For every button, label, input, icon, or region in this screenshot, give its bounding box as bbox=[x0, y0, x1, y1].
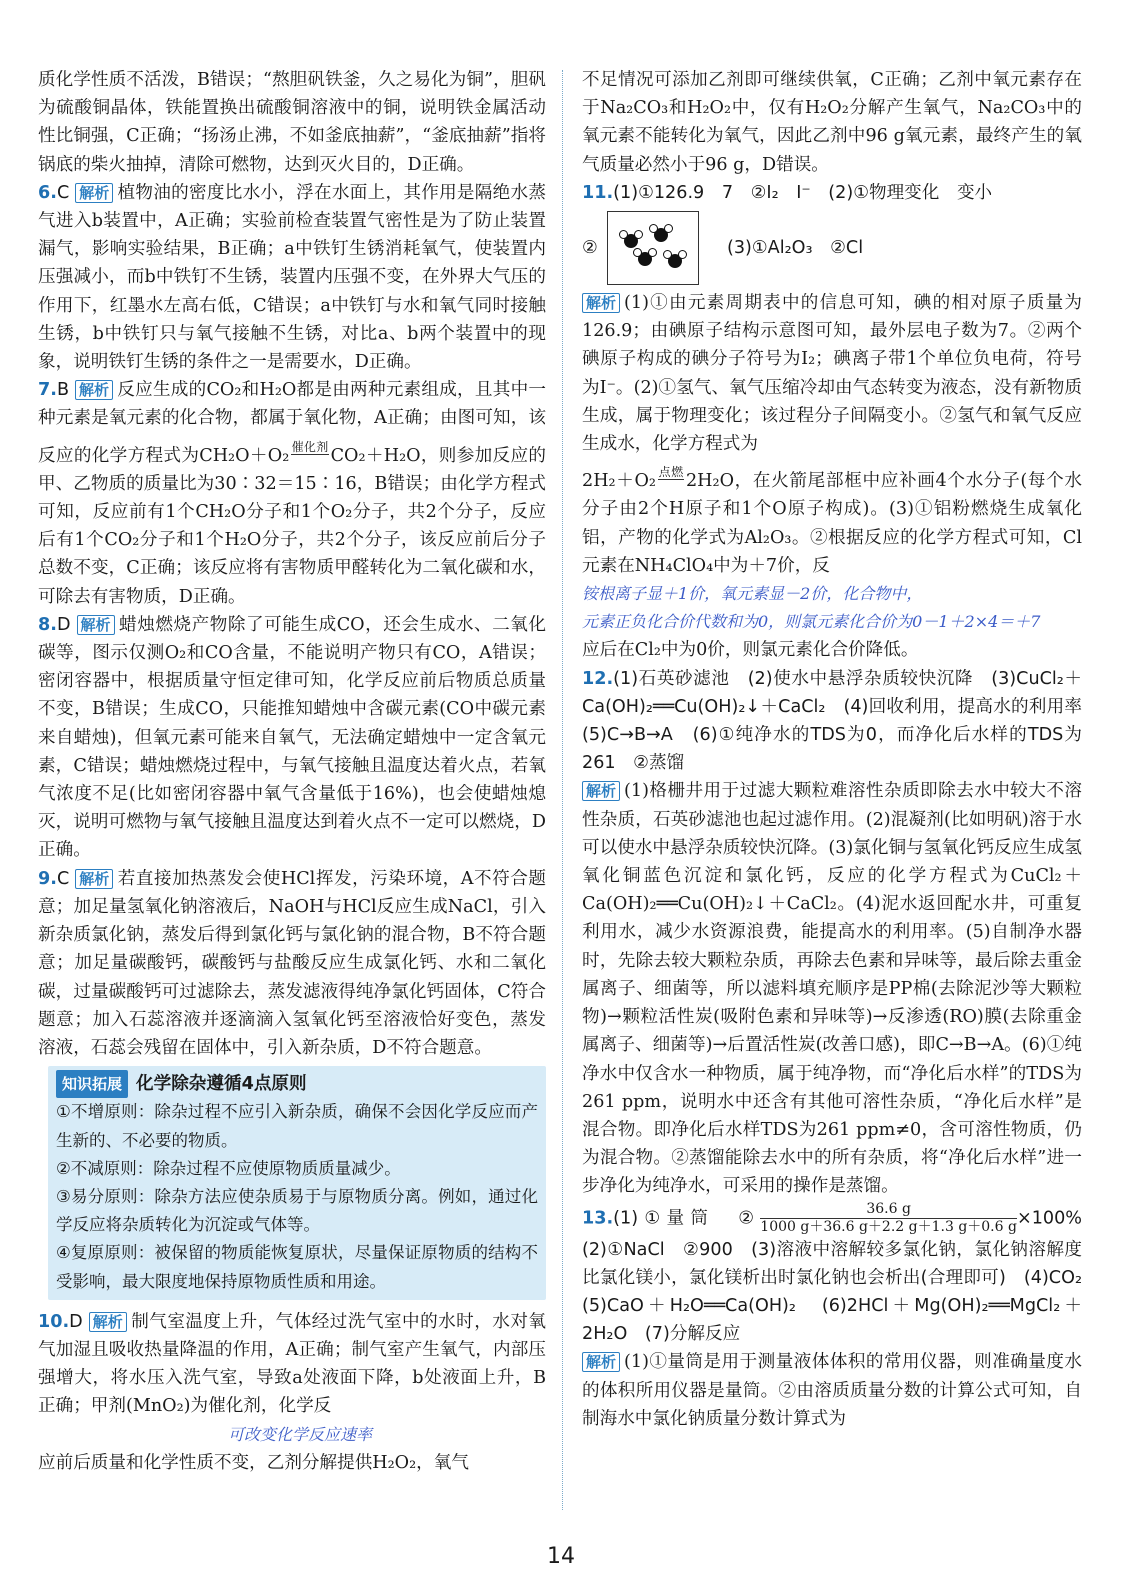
q11-equation-line bbox=[582, 458, 1082, 580]
q6-answer: C bbox=[56, 182, 70, 203]
box-line-1: ①不增原则：除杂过程不应引入新杂质，确保不会因化学反应而产生新的、不必要的物质。 bbox=[56, 1102, 538, 1150]
q11-equation: 2H₂＋O₂ bbox=[582, 471, 656, 492]
q7-analysis-tag: 解析 bbox=[75, 380, 113, 400]
q12-analysis bbox=[582, 777, 1082, 1200]
question-9 bbox=[38, 865, 546, 1062]
q13-text: (1)①量筒是用于测量液体体积的常用仪器，则准确量度水的体积所用仪器是量筒。②由溶质质量分数的计算公式可知，自制海水中氯化钠质量分数计算式为 bbox=[582, 1352, 1082, 1429]
q11-number: 11. bbox=[582, 182, 614, 203]
q11-text-3: 应后在Cl₂中为0价，则氯元素化合价降低。 bbox=[582, 640, 919, 661]
q10-text: 制气室温度上升，气体经过洗气室中的水时，水对氧气加湿且吸收热量降温的作用，A正确；制气室产生氧气，内部压强增大，将水压入洗气室，导致a处液面下降，b处液面上升，B正确；甲剂(MnO₂)为催化剂，化学反 bbox=[38, 1311, 546, 1417]
q13-analysis bbox=[582, 1348, 1082, 1433]
q9-text: 若直接加热蒸发会使HCl挥发，污染环境，A不符合题意；加足量氢氧化钠溶液后，NaOH与HCl反应生成NaCl，引入新杂质氯化钠，蒸发后得到氯化钙与氯化钠的混合物，B不符合题意；加足量碳酸钙，碳酸钙与盐酸反应生成氯化钙、水和二氧化碳，过量碳酸钙可过滤除去，蒸发滤液得纯净氯化钙固体，C符合题意；加入石蕊溶液并逐滴滴入氢氧化钙至溶液恰好变色，蒸发溶液，石蕊会残留在固体中，引入新杂质，D不符合题意。 bbox=[38, 868, 546, 1058]
water-molecule-icon bbox=[654, 228, 668, 242]
water-molecule-icon bbox=[668, 254, 682, 268]
q8-text: 蜡烛燃烧产物除了可能生成CO，还会生成水、二氧化碳等，图示仅测O₂和CO含量，不能说明产物只有CO，A错误；密闭容器中，根据质量守恒定律可知，化学反应前后物质总质量不变，B错误；生成CO，只能推知蜡烛中含碳元素(CO中碳元素来自蜡烛)，但氧元素可能来自氧气，无法确定蜡烛中一定含氧元素，C错误；蜡烛燃烧过程中，与氧气接触且温度达着火点，若氧气浓度不足(比如密闭容器中氧气含量低于16%)，也会使蜡烛熄灭，说明可燃物与氧气接触且温度达到着火点不一定可以燃烧，D正确。 bbox=[38, 614, 546, 861]
q13-fraction-denominator: 1000 g＋36.6 g＋2.2 g＋1.3 g＋0.6 g bbox=[760, 1218, 1017, 1235]
water-molecule-icon bbox=[624, 234, 638, 248]
q10-text-2: 应前后质量和化学性质不变，乙剂分解提供H₂O₂，氧气 bbox=[38, 1452, 469, 1473]
q6-analysis-tag: 解析 bbox=[75, 183, 113, 203]
q8-number: 8. bbox=[38, 614, 57, 635]
question-6 bbox=[38, 179, 546, 376]
q7-text-2: CO₂＋H₂O，则参加反应的甲、乙物质的质量比为30∶32＝15∶16，B错误；由化学方程式可知，反应前有1个CH₂O分子和1个O₂分子，共2个分子，反应后有1个CO₂分子和1个H₂O分子，共2个分子，该反应前后分子总数不变，C正确；该反应将有害物质甲醛转化为二氧化碳和水，可除去有害物质，D正确。 bbox=[38, 445, 546, 607]
q13-number: 13. bbox=[582, 1208, 614, 1229]
box-line-4: ④复原原则：被保留的物质能恢复原状，尽量保证原物质的结构不受影响，最大限度地保持原物质性质和用途。 bbox=[56, 1243, 538, 1291]
q7-text-1: 反应生成的CO₂和H₂O都是由两种元素组成，且其中一种元素是氧元素的化合物，都属于氧化物，A正确；由图可知，该反应的化学方程式为CH₂O＋O₂ bbox=[38, 380, 546, 466]
q11-answer-row-2 bbox=[582, 207, 1082, 289]
q11-answer-2-post: (3)①Al₂O₃ ②Cl bbox=[726, 238, 864, 259]
knowledge-extension-box bbox=[48, 1066, 546, 1300]
box-line-3: ③易分原则：除杂方法应使杂质易于与原物质分离。例如，通过化学反应将杂质转化为沉淀或气体等。 bbox=[56, 1186, 538, 1235]
continued-paragraph: 不足情况可添加乙剂即可继续供氧，C正确；乙剂中氧元素存在于Na₂CO₃和H₂O₂中，仅有H₂O₂分解产生氧气，Na₂CO₃中的氧元素不能转化为氧气，因此乙剂中96 g氧元素，最终产生的氧气质量必然小于96 g，D错误。 bbox=[582, 70, 1082, 175]
q12-number: 12. bbox=[582, 668, 614, 689]
q7-answer: B bbox=[56, 380, 70, 401]
left-column bbox=[38, 66, 546, 1477]
q12-answer: (1)石英砂滤池 (2)使水中悬浮杂质较快沉降 (3)CuCl₂＋Ca(OH)₂══Cu(OH)₂↓＋CaCl₂ (4)回收利用，提高水的利用率 (5)C→B→A (6)①纯净水的TDS为0，而净化后水样的TDS为261 ②蒸馏 bbox=[582, 668, 1100, 774]
question-8 bbox=[38, 611, 546, 865]
page-number: 14 bbox=[547, 1544, 575, 1569]
q6-text: 植物油的密度比水小，浮在水面上，其作用是隔绝水蒸气进入b装置中，A正确；实验前检查装置气密性是为了防止装置漏气，影响实验结果，B正确；a中铁钉生锈消耗氧气，使装置内压强减小，而b中铁钉不生锈，装置内压强不变，在外界大气压的作用下，红墨水左高右低，C错误；a中铁钉与水和氧气同时接触生锈，b中铁钉只与氧气接触不生锈，对比a、b两个装置中的现象，说明铁钉生锈的条件之一是需要水，D正确。 bbox=[38, 182, 546, 373]
q13-answer-post: ×100% (2)①NaCl ②900 (3)溶液中溶解较多氯化钠，氯化钠溶解度比氯化镁小，氯化镁析出时氯化钠也会析出(合理即可) (4)CO₂ (5)CaO＋H₂O══Ca(OH)₂ (6)2HCl＋Mg(OH)₂══MgCl₂＋2H₂O (7)分解反应 bbox=[582, 1208, 1100, 1345]
box-title: 知识拓展 bbox=[56, 1070, 128, 1098]
q7-number: 7. bbox=[38, 380, 57, 401]
q11-text-2: 2H₂O，在火箭尾部框中应补画4个水分子(每个水分子由2个H原子和1个O原子构成)。(3)①铝粉燃烧生成氧化铝，产物的化学式为Al₂O₃。②根据反应的化学方程式可知，Cl元素在NH₄ClO₄中为＋7价，反 bbox=[582, 471, 1082, 576]
q11-handwritten-note-1: 铵根离子显＋1价，氧元素显－2价，化合物中， bbox=[582, 584, 923, 604]
q12-text: (1)格栅井用于过滤大颗粒难溶性杂质即除去水中较大不溶性杂质，石英砂滤池也起过滤作用。(2)混凝剂(比如明矾)溶于水可以使水中悬浮杂质较快沉降。(3)氯化铜与氢氧化钙反应生成氢氧化铜蓝色沉淀和氯化钙，反应的化学方程式为CuCl₂＋Ca(OH)₂══Cu(OH)₂↓＋CaCl₂。(4)泥水返回配水井，可重复利用水，减少水资源浪费，能提高水的利用率。(5)自制净水器时，先除去较大颗粒杂质，再除去色素和异味等，最后除去重金属离子、细菌等，所以滤料填充顺序是PP棉(去除泥沙等大颗粒物)→颗粒活性炭(吸附色素和异味等)→反渗透(RO)膜(去除重金属离子、细菌等)→后置活性炭(改善口感)，即C→B→A。(6)①纯净水中仅含水一种物质，属于纯净物，而“净化后水样”的TDS为261 ppm，说明水中还含有其他可溶性杂质，“净化后水样”是混合物。即净化后水样TDS为261 ppm≠0，含可溶性物质，仍为混合物。②蒸馏能除去水中的所有杂质，将“净化后水样”进一步净化为纯净水，可采用的操作是蒸馏。 bbox=[582, 781, 1082, 1197]
intro-paragraph: 质化学性质不活泼，B错误；“熬胆矾铁釜，久之易化为铜”，胆矾为硫酸铜晶体，铁能置换出硫酸铜溶液中的铜，说明铁金属活动性比铜强，C正确；“扬汤止沸，不如釜底抽薪”，“釜底抽薪”指将锅底的柴火抽掉，清除可燃物，达到灭火目的，D正确。 bbox=[38, 70, 546, 175]
q13-fraction bbox=[760, 1201, 1017, 1236]
q11-answer-2-pre: ② bbox=[582, 238, 598, 259]
question-13 bbox=[582, 1200, 1100, 1349]
q10-number: 10. bbox=[38, 1311, 70, 1332]
question-12 bbox=[582, 665, 1100, 778]
q11-analysis bbox=[582, 289, 1082, 458]
q10-answer: D bbox=[69, 1311, 83, 1332]
q6-number: 6. bbox=[38, 182, 57, 203]
box-line-2: ②不减原则：除杂过程不应使原物质质量减少。 bbox=[56, 1158, 401, 1178]
question-11 bbox=[582, 179, 1082, 207]
column-divider bbox=[562, 70, 563, 1510]
q11-condition: 点燃 bbox=[657, 465, 684, 480]
q9-answer: C bbox=[56, 868, 70, 889]
q9-number: 9. bbox=[38, 868, 57, 889]
q13-analysis-tag: 解析 bbox=[582, 1352, 620, 1372]
q12-analysis-tag: 解析 bbox=[582, 781, 620, 801]
q9-analysis-tag: 解析 bbox=[75, 869, 113, 889]
water-molecules-diagram bbox=[607, 211, 699, 285]
right-column bbox=[582, 66, 1100, 1433]
water-molecule-icon bbox=[638, 252, 652, 266]
box-heading: 化学除杂遵循4点原则 bbox=[136, 1074, 307, 1095]
q11-handwritten-note-2: 元素正负化合价代数和为0，则氯元素化合价为0－1＋2×4＝＋7 bbox=[582, 612, 1041, 632]
question-10 bbox=[38, 1308, 546, 1421]
q8-answer: D bbox=[56, 614, 71, 635]
q13-fraction-numerator: 36.6 g bbox=[760, 1201, 1017, 1219]
q8-analysis-tag: 解析 bbox=[77, 615, 115, 635]
q11-answer-1: (1)①126.9 7 ②I₂ I⁻ (2)①物理变化 变小 bbox=[613, 182, 993, 203]
q13-answer-pre: (1)①量筒 ② bbox=[613, 1208, 761, 1229]
question-7 bbox=[38, 376, 546, 611]
q10-analysis-tag: 解析 bbox=[89, 1312, 127, 1332]
q11-analysis-tag: 解析 bbox=[582, 293, 620, 313]
q10-handwritten-note: 可改变化学反应速率 bbox=[228, 1424, 373, 1444]
q7-condition: 催化剂 bbox=[291, 439, 329, 454]
q11-text-1: (1)①由元素周期表中的信息可知，碘的相对原子质量为126.9；由碘原子结构示意图可知，最外层电子数为7。②两个碘原子构成的碘分子符号为I₂；碘离子带1个单位负电荷，符号为I⁻。(2)①氢气、氧气压缩冷却由气态转变为液态，没有新物质生成，属于物理变化；该过程分子间隔变小。②氢气和氧气反应生成水，化学方程式为 bbox=[582, 293, 1082, 455]
